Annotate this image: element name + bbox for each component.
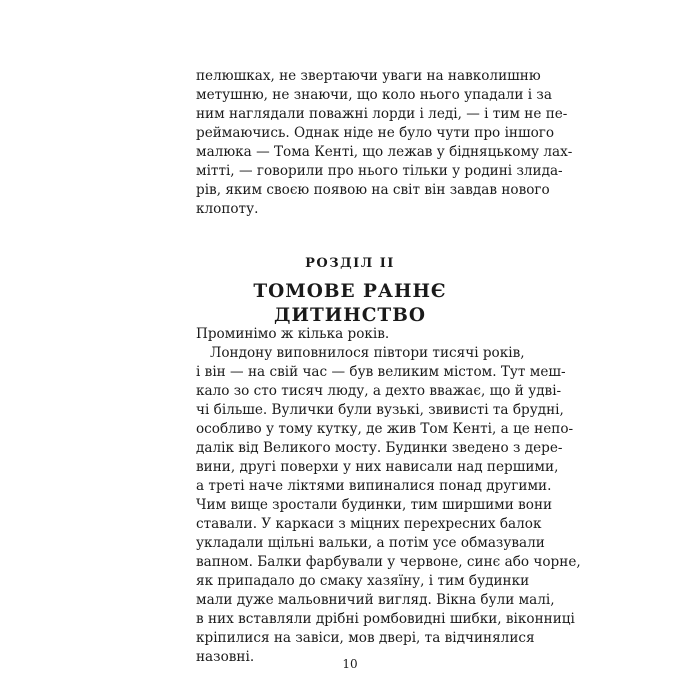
text-line: особливо у тому кутку, де жив Том Кенті, а це непо- bbox=[196, 421, 574, 437]
text-line: Чим вище зростали будинки, тим ширшими вони bbox=[196, 497, 553, 513]
text-line: укладали щільні вальки, а потім усе обмазували bbox=[196, 535, 545, 551]
text-line: далік від Великого мосту. Будинки зведено з дере- bbox=[196, 440, 563, 456]
text-line: і він — на свій час — був великим містом. Тут меш- bbox=[196, 364, 566, 380]
text-line: мали дуже мальовничий вигляд. Вікна були малі, bbox=[196, 592, 555, 608]
text-line: пелюшках, не звертаючи уваги на навколишню bbox=[196, 68, 541, 84]
text-line: клопоту. bbox=[196, 201, 259, 217]
text-line: ним наглядали поважні лорди і леді, — і тим не пе- bbox=[196, 106, 568, 122]
text-line: вапном. Балки фарбували у червоне, синє або чорне, bbox=[196, 554, 581, 570]
text-line: реймаючись. Однак ніде не було чути про іншого bbox=[196, 125, 555, 141]
text-line: назовні. bbox=[196, 649, 255, 665]
text-line: метушню, не знаючи, що коло нього упадали і за bbox=[196, 87, 552, 103]
text-line: мітті, — говорили про нього тільки у родині злида- bbox=[196, 163, 563, 179]
chapter-label: РОЗДІЛ II bbox=[305, 256, 395, 271]
text-line: рів, яким своєю появою на світ він завдав нового bbox=[196, 182, 550, 198]
text-line: малюка — Тома Кенті, що лежав у бідняцькому лах- bbox=[196, 144, 573, 160]
page-number: 10 bbox=[342, 657, 358, 671]
chapter-title: ТОМОВЕ РАННЄ ДИТИНСТВО bbox=[253, 281, 447, 326]
text-line: а треті наче ліктями випиналися понад другими. bbox=[196, 478, 552, 494]
text-line: кало зо сто тисяч люду, а дехто вважає, що й удві- bbox=[196, 383, 562, 399]
text-line: Лондону виповнилося півтори тисячі років, bbox=[210, 345, 525, 361]
text-line: вини, другі поверхи у них нависали над першими, bbox=[196, 459, 559, 475]
text-line: в них вставляли дрібні ромбовидні шибки, віконниці bbox=[196, 611, 575, 627]
text-line: кріпилися на завіси, мов двері, та відчинялися bbox=[196, 630, 535, 646]
text-line: ставали. У каркаси з міцних перехресних балок bbox=[196, 516, 542, 532]
text-line: чі більше. Вулички були вузькі, звивисті та брудні, bbox=[196, 402, 564, 418]
text-line: як припадало до смаку хазяїну, і тим будинки bbox=[196, 573, 530, 589]
text-line: Проминімо ж кілька років. bbox=[196, 326, 390, 342]
